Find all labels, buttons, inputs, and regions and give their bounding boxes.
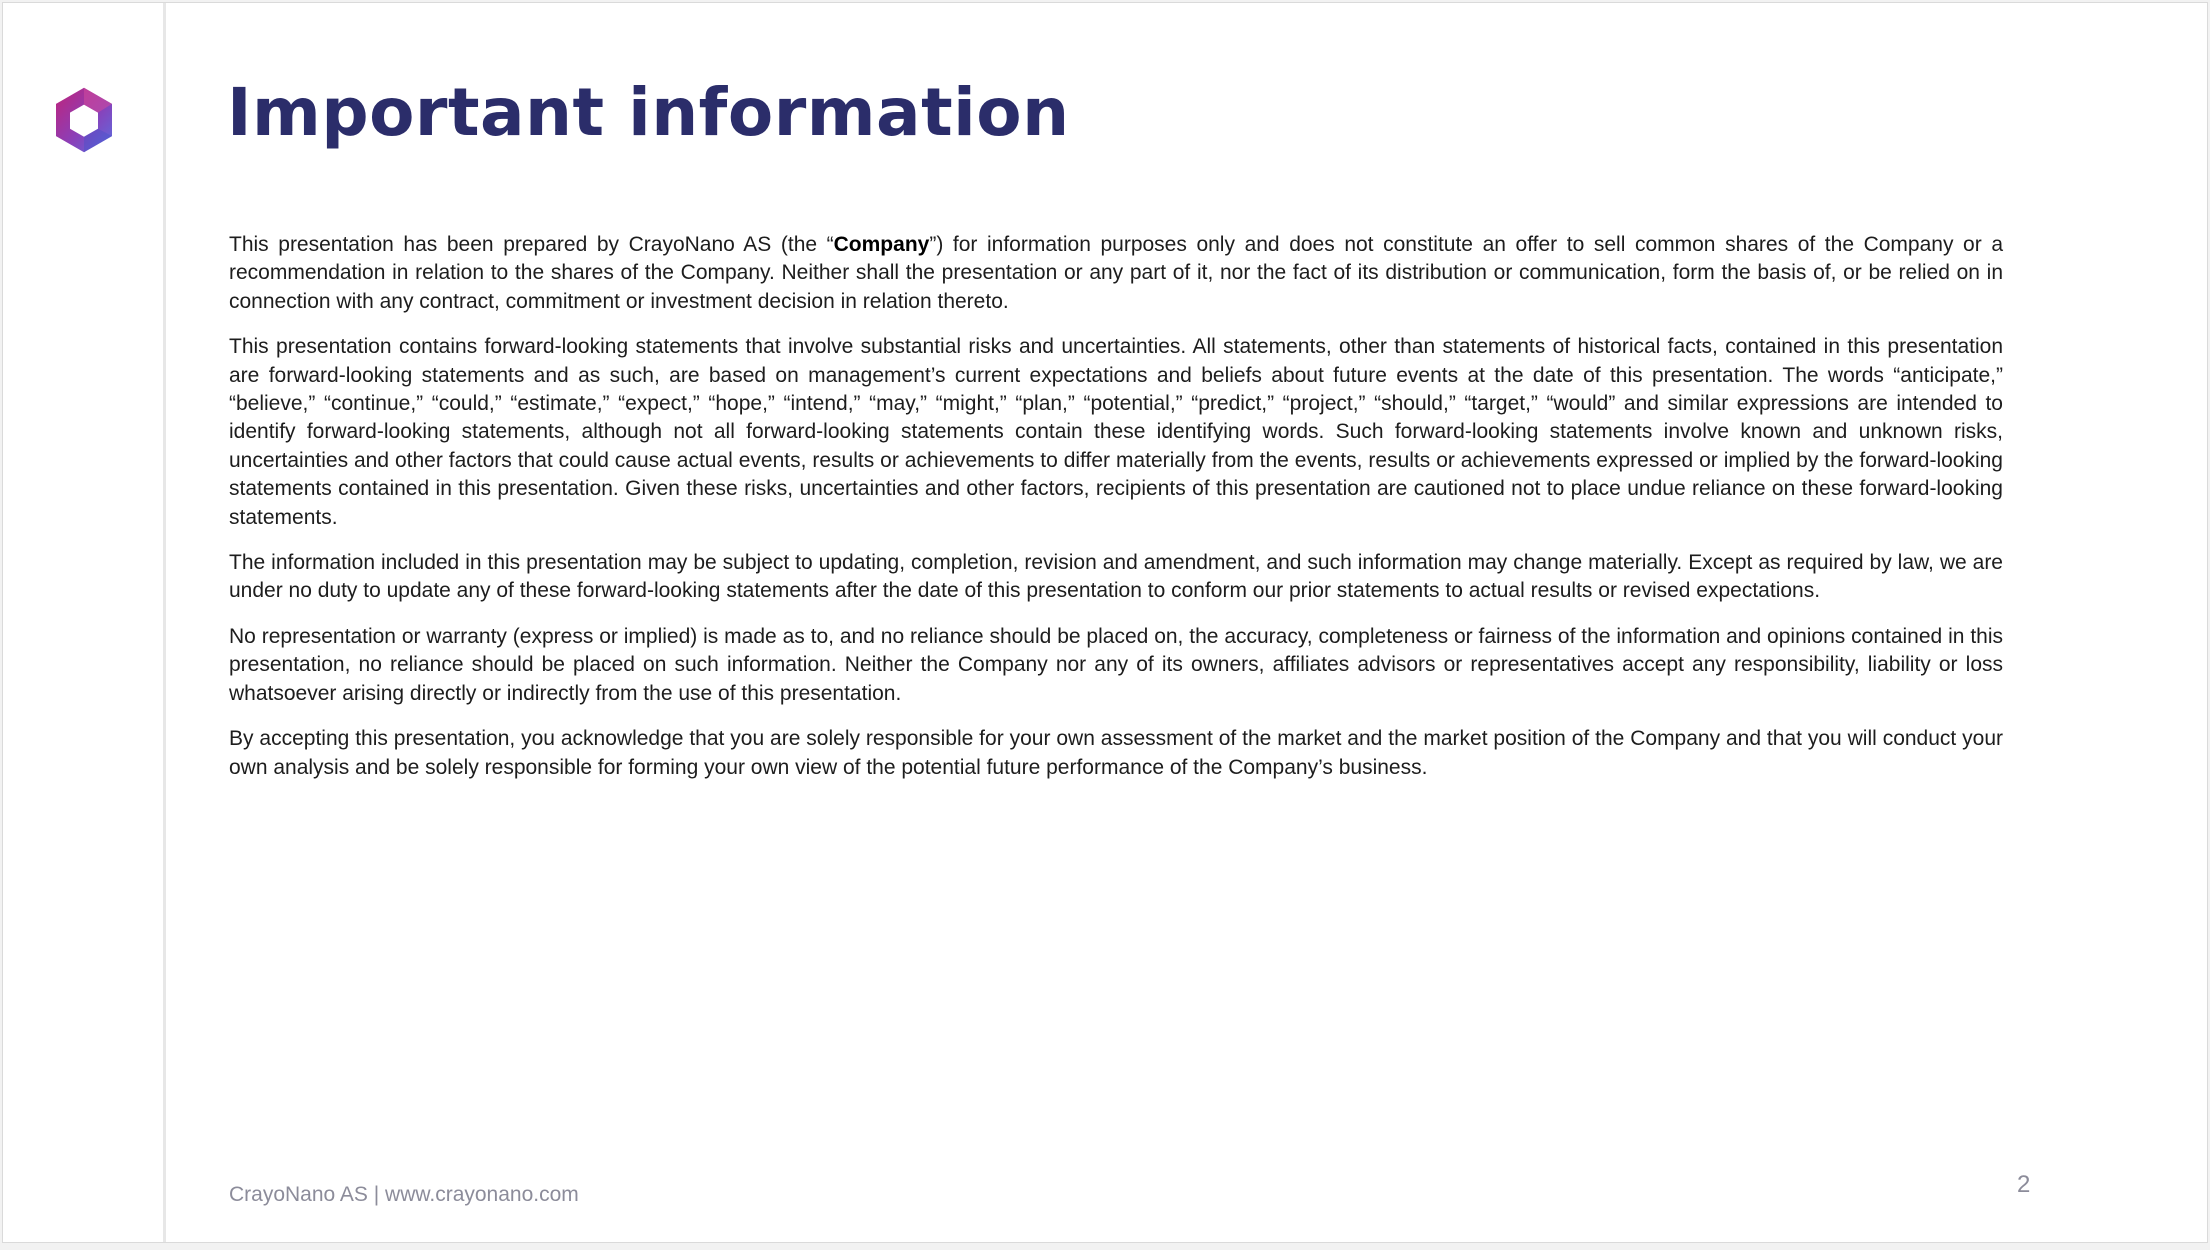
crayonano-logo-icon: [49, 83, 119, 157]
sidebar-divider: [163, 3, 166, 1242]
paragraph-acceptance: By accepting this presentation, you acknowledge that you are solely responsible for your own assessment of the market and the market position of the Company and that you will conduct your own analysis and be solely responsible for forming your own view of the potential future performance of the Company’s business.: [229, 727, 2003, 779]
page-title: Important information: [227, 74, 1070, 151]
slide: [2, 2, 2208, 1243]
company-term: Company: [833, 233, 930, 256]
paragraph-no-warranty: No representation or warranty (express or implied) is made as to, and no reliance should be placed on, the accuracy, completeness or fairness of the information and opinions contained in this presentation, no reliance should be placed on such information. Neither the Company nor any of its owners, affiliates advisors or representatives accept any responsibility, liability or loss whatsoever arising directly or indirectly from the use of this presentation.: [229, 624, 2003, 705]
paragraph-updates: The information included in this presentation may be subject to updating, completion, revision and amendment, and such information may change materially. Except as required by law, we are under no duty to update any of these forward-looking statements after the date of this presentation to conform our prior statements to actual results or revised expectations.: [229, 551, 2003, 603]
paragraph-forward-looking: This presentation contains forward-looking statements that involve substantial risks and uncertainties. All statements, other than statements of historical facts, contained in this presentation are forward-looking statements and as such, are based on management’s current expectations and beliefs about future events at the date of this presentation. The words “anticipate,” “believe,” “continue,” “could,” “estimate,” “expect,” “hope,” “intend,” “may,” “might,” “plan,” “potential,” “predict,” “project,” “should,” “target,” “would” and similar expressions are intended to identify forward-looking statements, although not all forward-looking statements contain these identifying words. Such forward-looking statements involve known and unknown risks, uncertainties and other factors that could cause actual events, results or achievements to differ materially from the events, results or achievements expressed or implied by the forward-looking statements contained in this presentation. Given these risks, uncertainties and other factors, recipients of this presentation are cautioned not to place undue reliance on these forward-looking statements.: [229, 335, 2003, 529]
paragraph-company-definition: This presentation has been prepared by CrayoNano AS (the “Company”) for information purposes only and does not constitute an offer to sell common shares of the Company or a recommendation in relation to the shares of the Company. Neither shall the presentation or any part of it, nor the fact of its distribution or communication, form the basis of, or be relied on in connection with any contract, commitment or investment decision in relation thereto.: [229, 233, 2003, 313]
page-number: 2: [2017, 1171, 2031, 1198]
disclaimer-body: [229, 231, 2003, 799]
footer-company-url: CrayoNano AS | www.crayonano.com: [229, 1183, 579, 1206]
